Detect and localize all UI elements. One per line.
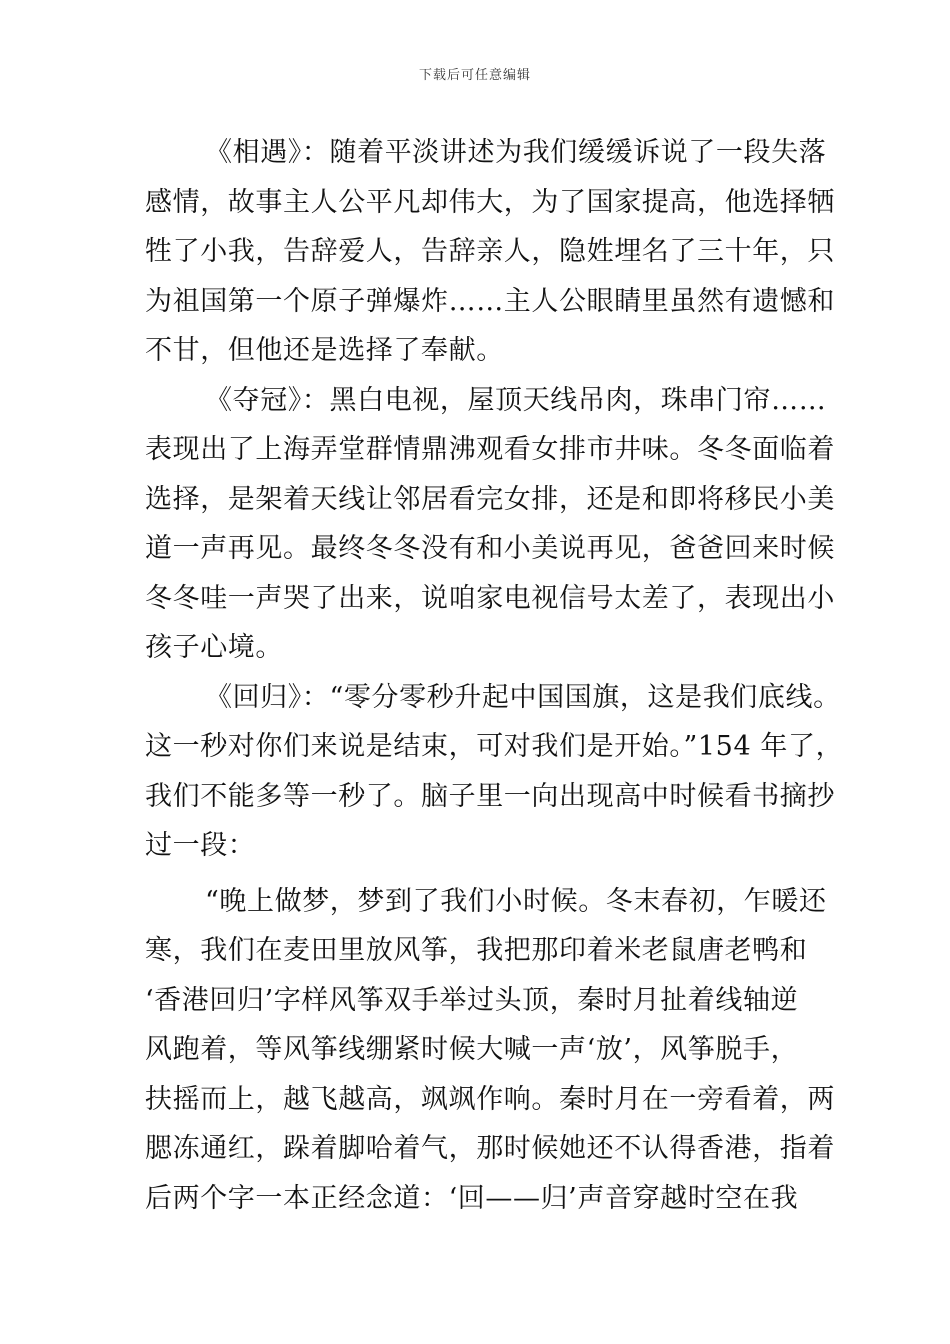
paragraph-line: 牲了小我，告辞爱人，告辞亲人，隐姓埋名了三十年，只 (145, 236, 835, 267)
paragraph-line: “晚上做梦，梦到了我们小时候。冬末春初，乍暖还 (205, 885, 827, 917)
paragraph-line: 寒，我们在麦田里放风筝，我把那印着米老鼠唐老鸭和 (145, 935, 808, 966)
paragraph-line: 风跑着，等风筝线绷紧时候大喊一声‘放’，风筝脱手， (145, 1034, 799, 1065)
paragraph-line: 孩子心境。 (145, 632, 283, 663)
paragraph-line: 感情，故事主人公平凡却伟大，为了国家提高，他选择牺 (145, 186, 835, 218)
paragraph-line: 腮冻通红，跺着脚哈着气，那时候她还不认得香港，指着 (145, 1133, 835, 1164)
paragraph-line: 表现出了上海弄堂群情鼎沸观看女排市井味。冬冬面临着 (145, 434, 835, 465)
paragraph-line: 道一声再见。最终冬冬没有和小美说再见，爸爸回来时候 (145, 533, 835, 564)
paragraph-line: 冬冬哇一声哭了出来，说咱家电视信号太差了，表现出小 (145, 582, 835, 614)
paragraph-line: 这一秒对你们来说是结束，可对我们是开始。”154 年了， (145, 731, 844, 762)
paragraph-line: 扶摇而上，越飞越高，飒飒作响。秦时月在一旁看着，两 (145, 1083, 835, 1115)
paragraph-duoguan (145, 376, 835, 673)
paragraph-line: 《夺冠》：黑白电视，屋顶天线吊肉，珠串门帘…… (205, 384, 827, 416)
paragraph-line: 选择，是架着天线让邻居看完女排，还是和即将移民小美 (145, 483, 835, 515)
paragraph-xiangyu (145, 128, 835, 376)
paragraph-quote (145, 877, 835, 1224)
download-note: 下载后可任意编辑 (418, 68, 531, 83)
paragraph-line: 《相遇》：随着平淡讲述为我们缓缓诉说了一段失落 (205, 137, 827, 168)
document-body (145, 128, 844, 1223)
paragraph-line: ‘香港回归’字样风筝双手举过头顶，秦时月扯着线轴逆 (145, 984, 799, 1016)
paragraph-line: 不甘，但他还是选择了奉献。 (145, 335, 504, 366)
paragraph-line: 《回归》：“零分零秒升起中国国旗，这是我们底线。 (205, 681, 841, 713)
paragraph-line: 我们不能多等一秒了。脑子里一向出现高中时候看书摘抄 (145, 780, 835, 812)
paragraph-line: 为祖国第一个原子弹爆炸……主人公眼睛里虽然有遗憾和 (145, 285, 835, 317)
paragraph-line: 过一段： (145, 830, 256, 861)
paragraph-huigui (145, 673, 844, 871)
paragraph-line: 后两个字一本正经念道：‘回——归’声音穿越时空在我 (145, 1182, 799, 1214)
